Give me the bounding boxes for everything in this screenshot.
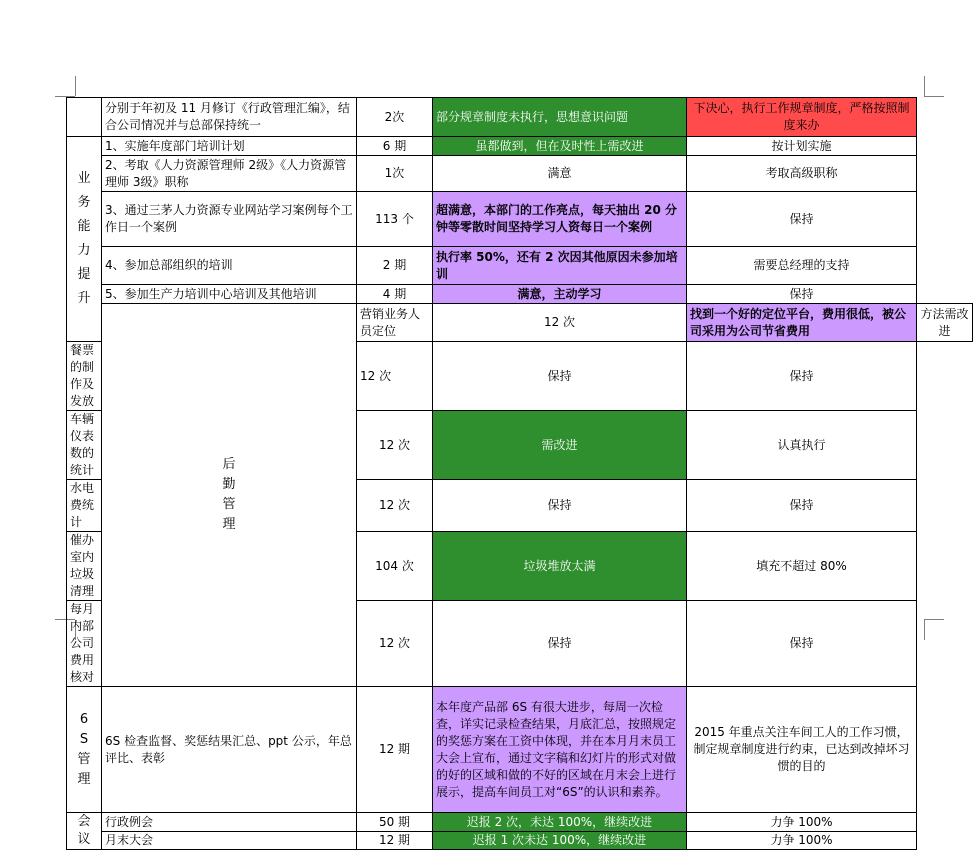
evaluation-cell: 找到一个好的定位平台，费用很低，被公司采用为公司节省费用 [687,304,917,342]
item-cell: 2、考取《人力资源管理师 2级》《人力资源管理师 3级》职称 [102,156,357,192]
count-cell: 50 期 [357,813,433,832]
crop-mark-top-right-v [924,76,925,96]
category-label: 会议 [77,814,91,847]
item-cell: 餐票的制作及发放 [67,342,102,411]
plan-cell: 保持 [687,601,917,687]
evaluation-cell: 保持 [433,601,687,687]
work-summary-table [66,97,973,850]
table-row [67,247,973,285]
count-cell: 12 期 [357,832,433,850]
evaluation-cell: 虽都做到，但在及时性上需改进 [433,137,687,156]
count-cell: 12 次 [357,411,433,480]
evaluation-cell: 本年度产品部 6S 有很大进步，每周一次检查，详实记录检查结果，月底汇总，按照规定的奖惩方案在工资中体现，并在本月月末员工大会上宣布，通过文字稿和幻灯片的形式对做的好的区域和做的不好的区域在月末会上进行展示，提高车间员工对“6S”的认识和素养。 [433,687,687,813]
item-cell: 分别于年初及 11 月修订《行政管理汇编》，结合公司情况并与总部保持统一 [102,98,357,137]
table-row [67,192,973,247]
plan-cell: 保持 [687,192,917,247]
evaluation-cell: 迟报 2 次，未达 100%，继续改进 [433,813,687,832]
count-cell: 113 个 [357,192,433,247]
crop-mark-top-left-v [75,76,76,96]
plan-cell: 力争 100% [687,813,917,832]
plan-cell: 考取高级职称 [687,156,917,192]
count-cell: 104 次 [357,532,433,601]
table-row [67,137,973,156]
plan-cell: 下决心，执行工作规章制度，严格按照制度来办 [687,98,917,137]
plan-cell: 认真执行 [687,411,917,480]
category-label: 6S管理 [77,711,91,787]
item-cell: 车辆仪表数的统计 [67,411,102,480]
item-cell: 5、参加生产力培训中心培训及其他培训 [102,285,357,304]
table-row [67,687,973,813]
table-row [67,98,973,137]
evaluation-cell: 保持 [433,480,687,532]
plan-cell: 按计划实施 [687,137,917,156]
evaluation-cell: 超满意，本部门的工作亮点，每天抽出 20 分钟等零散时间坚持学习人资每日一个案例 [433,192,687,247]
item-cell: 水电费统计 [67,480,102,532]
plan-cell: 方法需改进 [917,304,973,342]
count-cell: 12 次 [433,304,687,342]
category-cell-empty [67,98,102,137]
item-cell: 催办室内垃圾清理 [67,532,102,601]
count-cell: 12 次 [357,342,433,411]
item-cell: 行政例会 [102,813,357,832]
category-cell-logistics [102,304,357,687]
item-cell: 月末大会 [102,832,357,850]
plan-cell: 保持 [687,342,917,411]
item-cell: 4、参加总部组织的培训 [102,247,357,285]
plan-cell: 需要总经理的支持 [687,247,917,285]
plan-cell: 力争 100% [687,832,917,850]
plan-cell: 保持 [687,480,917,532]
item-cell: 营销业务人员定位 [357,304,433,342]
table-row [67,813,973,832]
table-row [67,285,973,304]
item-cell: 每月内部公司费用核对 [67,601,102,687]
category-cell-6s [67,687,102,813]
evaluation-cell: 保持 [433,342,687,411]
table-row [67,156,973,192]
plan-cell: 2015 年重点关注车间工人的工作习惯，制定规章制度进行约束，已达到改掉坏习惯的目的 [687,687,917,813]
category-cell-meeting [67,813,102,850]
table-row [67,304,973,342]
plan-cell: 填充不超过 80% [687,532,917,601]
item-cell: 3、通过三茅人力资源专业网站学习案例每个工作日一个案例 [102,192,357,247]
plan-cell: 保持 [687,285,917,304]
count-cell: 12 期 [357,687,433,813]
category-cell-biz [67,137,102,342]
evaluation-cell: 迟报 1 次未达 100%，继续改进 [433,832,687,850]
evaluation-cell: 部分规章制度未执行，思想意识问题 [433,98,687,137]
evaluation-cell: 执行率 50%，还有 2 次因其他原因未参加培训 [433,247,687,285]
item-cell: 6S 检查监督、奖惩结果汇总、ppt 公示，年总评比、表彰 [102,687,357,813]
evaluation-cell: 需改进 [433,411,687,480]
evaluation-cell: 满意 [433,156,687,192]
item-cell: 1、实施年度部门培训计划 [102,137,357,156]
evaluation-cell: 满意，主动学习 [433,285,687,304]
count-cell: 2次 [357,98,433,137]
count-cell: 4 期 [357,285,433,304]
count-cell: 12 次 [357,601,433,687]
count-cell: 6 期 [357,137,433,156]
evaluation-cell: 垃圾堆放太满 [433,532,687,601]
table-row [67,832,973,850]
count-cell: 2 期 [357,247,433,285]
count-cell: 12 次 [357,480,433,532]
category-label: 后勤管理 [222,457,236,532]
count-cell: 1次 [357,156,433,192]
category-label: 业务能力提升 [77,171,91,306]
